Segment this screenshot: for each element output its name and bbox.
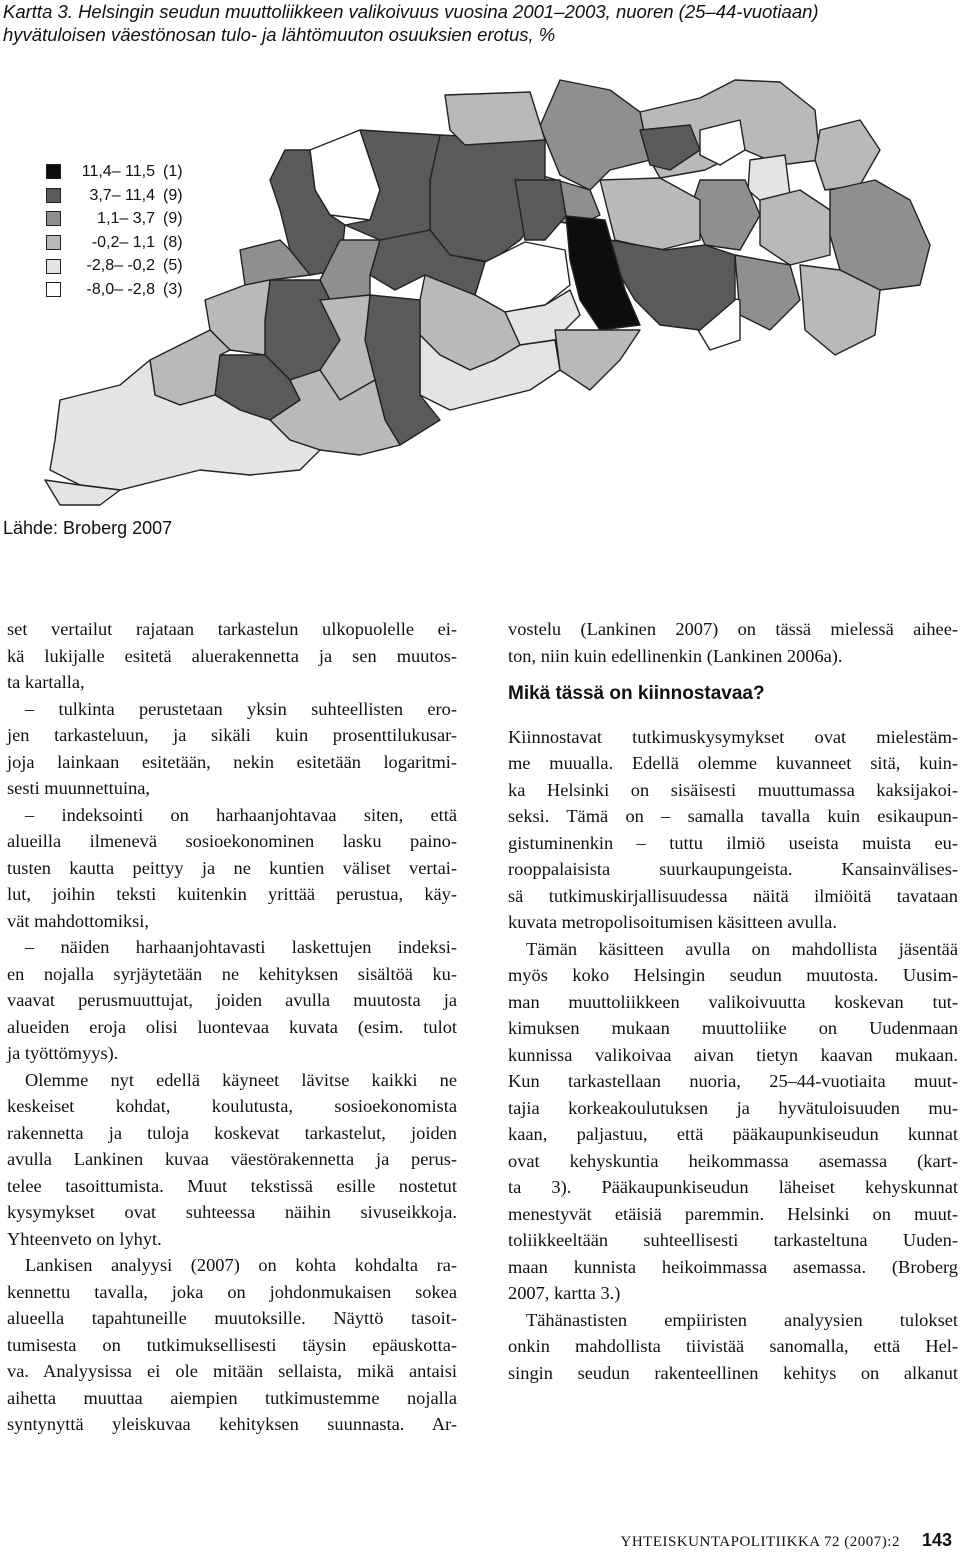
legend-item <box>46 231 183 255</box>
text-line: onkin mahdollista tiivistää sanomalla, että Hel- <box>508 1336 958 1356</box>
text-line: Tähänastisten empiiristen analyysien tulokset <box>526 1309 958 1330</box>
legend-swatch <box>46 164 61 179</box>
text-line: tumisesta on tutkimuksellisesti täysin epäuskotta- <box>7 1334 457 1355</box>
caption-line-2: hyvätuloisen väestönosan tulo- ja lähtömuuton osuuksien erotus, % <box>3 24 556 45</box>
text-line: ja työttömyys). <box>7 1043 119 1063</box>
text-line: aihetta muuttaa aiempien tutkimustemme nojalla <box>7 1387 457 1408</box>
text-line: set vertailut rajataan tarkastelun ulkopuolelle ei- <box>7 619 457 639</box>
text-line: kaan, paljastuu, että pääkaupunkiseudun kunnat <box>508 1124 958 1144</box>
text-line: kuvata metropolisoitumisen käsitteen avulla. <box>508 912 837 932</box>
text-line: – indeksointi on harhaanjohtavaa siten, että <box>25 804 457 825</box>
text-line: ovat kehyskuntia heikommassa asemassa (kart- <box>508 1150 958 1171</box>
text-line: – näiden harhaanjohtavasti laskettujen indeksi- <box>25 937 457 957</box>
text-line: alueilla ilmenevä sosioekonominen lasku paino- <box>7 831 457 851</box>
text-line: Lankisen analyysi (2007) on kohta kohdalta ra- <box>25 1255 457 1275</box>
legend-range: -0,2– 1,1 <box>91 233 155 251</box>
text-line: rooppalaisista suurkaupungeista. Kansainvälises- <box>508 859 958 879</box>
map-source: Lähde: Broberg 2007 <box>3 518 173 538</box>
legend-count: (9) <box>163 186 183 204</box>
text-line: ta kartalla, <box>7 672 85 692</box>
section-heading: Mikä tässä on kiinnostavaa? <box>508 683 765 704</box>
legend-count: (5) <box>163 257 183 275</box>
text-line: kennettu tavalla, joka on johdonmukaisen sokea <box>7 1281 457 1302</box>
right-top-paragraph <box>508 616 958 669</box>
text-line: syntynyttä yleiskuvaa kehityksen suunnasta. Ar- <box>7 1414 457 1434</box>
text-line: vaavat perusmuuttujat, joiden avulla muutosta ja <box>7 990 457 1010</box>
text-line: maan kunnista heikoimmassa asemassa. (Broberg <box>508 1256 958 1277</box>
text-line: kysymykset ovat suhteessa näihin sivuseikkoja. <box>7 1202 457 1222</box>
map-region <box>600 178 700 250</box>
text-line: joja lainkaan esitetään, nekin esitetään logaritmi- <box>7 751 457 772</box>
legend-swatch <box>46 235 61 250</box>
text-line: Tämän käsitteen avulla on mahdollista jäsentää <box>526 938 958 959</box>
text-line: ton, niin kuin edellinenkin (Lankinen 2006a). <box>508 645 843 666</box>
map-region <box>815 120 880 190</box>
text-line: jen tarkasteluun, ja sikäli kuin prosenttilukusar- <box>7 725 457 745</box>
legend-item <box>46 160 183 184</box>
text-line: Olemme nyt edellä käyneet lävitse kaikki ne <box>25 1069 457 1090</box>
map-caption <box>3 0 958 46</box>
text-line: singin seudun rakenteellinen kehitys on alkanut <box>508 1362 958 1383</box>
text-line: rakennetta ja tuloja koskevat tarkastelut, joiden <box>7 1122 457 1143</box>
legend-range: -2,8– -0,2 <box>86 257 155 275</box>
legend-range: 1,1– 3,7 <box>97 210 155 228</box>
map-region <box>735 255 800 330</box>
choropleth-map <box>0 70 960 530</box>
legend-range: -8,0– -2,8 <box>86 280 155 298</box>
text-line: gistuminenkin – tuttu ilmiö useista muista eu- <box>508 832 958 853</box>
right-bottom-paragraphs <box>508 724 958 1387</box>
text-line: myös koko Helsingin seudun muutosta. Uusim- <box>508 965 958 985</box>
legend-item <box>46 184 183 208</box>
map-region <box>760 190 830 265</box>
text-line: – tulkinta perustetaan yksin suhteellisten ero- <box>25 698 457 719</box>
caption-line-1: Kartta 3. Helsingin seudun muuttoliikkeen valikoivuus vuosina 2001–2003, nuoren (25–44-vuotiaan) <box>3 1 819 22</box>
legend-item <box>46 207 183 231</box>
text-line: va. Analyysissa ei ole mitään sellaista, mikä antaisi <box>7 1361 457 1381</box>
map-region <box>555 330 640 390</box>
text-line: vostelu (Lankinen 2007) on tässä mielessä aihee- <box>508 619 958 639</box>
legend-swatch <box>46 188 61 203</box>
text-line: ta 3). Pääkaupunkiseudun läheiset kehyskunnat <box>508 1177 958 1197</box>
text-line: sesti muunnettuina, <box>7 778 151 798</box>
text-line: sä tutkimuskirjallisuudessa näitä ilmiöitä tavataan <box>508 885 958 906</box>
text-line: Kiinnostavat tutkimuskysymykset ovat mielestäm- <box>508 726 958 747</box>
text-line: kimuksen mukaan muuttoliike on Uudenmaan <box>508 1018 958 1038</box>
legend-range: 11,4– 11,5 <box>81 163 155 180</box>
legend-count: (3) <box>163 280 183 298</box>
text-line: ka Helsinki on sisäisesti muuttumassa kaksijakoi- <box>508 779 958 800</box>
text-line: avulla Lankinen kuvaa väestörakennetta ja perus- <box>7 1149 457 1169</box>
text-line: kunnissa valikoivaa aivan tietyn kaavan mukaan. <box>508 1044 958 1065</box>
legend-range: 3,7– 11,4 <box>89 186 155 204</box>
map-region <box>540 80 650 190</box>
legend-swatch <box>46 282 61 297</box>
map-region <box>445 92 545 145</box>
legend-count: (1) <box>163 163 183 180</box>
legend-item <box>46 278 183 302</box>
map-legend <box>46 160 183 302</box>
text-line: kä lukijalle esitetä aluerakennetta ja sen muutos- <box>7 645 457 666</box>
page-number: 143 <box>921 1530 952 1550</box>
text-line: Yhteenveto on lyhyt. <box>7 1228 162 1249</box>
page-footer <box>621 1530 952 1551</box>
text-line: telee tasoittumista. Muut tekstissä esille nostetut <box>7 1175 457 1196</box>
text-line: alueiden eroja olisi luontevaa kuvata (esim. tulot <box>7 1016 457 1037</box>
left-text-column <box>7 616 457 1438</box>
text-line: en nojalla syrjäytetään ne kehityksen sisältöä ku- <box>7 963 457 984</box>
text-line: alueella tapahtuneille muutoksille. Näyttö tasoit- <box>7 1308 457 1328</box>
legend-swatch <box>46 211 61 226</box>
text-line: 2007, kartta 3.) <box>508 1283 621 1303</box>
text-line: toliikkeeltään suhteellisesti tarkasteltuna Uuden- <box>508 1230 958 1250</box>
right-text-column <box>508 616 958 1386</box>
journal-name: YHTEISKUNTAPOLITIIKKA 72 (2007):2 <box>620 1534 900 1550</box>
legend-item <box>46 254 183 278</box>
text-line: vät mahdottomiksi, <box>7 910 150 931</box>
text-line: menestyvät etäisiä paremmin. Helsinki on muut- <box>508 1203 958 1224</box>
text-line: me muualla. Edellä olemme kuvanneet sitä, kuin- <box>508 753 958 773</box>
text-line: man muuttoliikkeen valikoivuutta koskevan tut- <box>508 991 958 1012</box>
text-line: Kun tarkastellaan nuoria, 25–44-vuotiaita muut- <box>508 1071 958 1091</box>
text-line: tajia korkeakoulutuksen ja hyvätuloisuuden mu- <box>508 1097 958 1118</box>
legend-count: (8) <box>163 233 183 251</box>
legend-swatch <box>46 259 61 274</box>
text-line: keskeiset kohdat, koulutusta, sosioekonomista <box>7 1096 457 1116</box>
text-line: tusten kautta peittyy ja ne kuntien väliset vertai- <box>7 857 457 878</box>
legend-count: (9) <box>163 210 183 228</box>
text-line: lut, joihin teksti kuitenkin yrittää perustua, käy- <box>7 884 457 904</box>
text-line: seksi. Tämä on – samalla tavalla kuin esikaupun- <box>508 806 958 826</box>
